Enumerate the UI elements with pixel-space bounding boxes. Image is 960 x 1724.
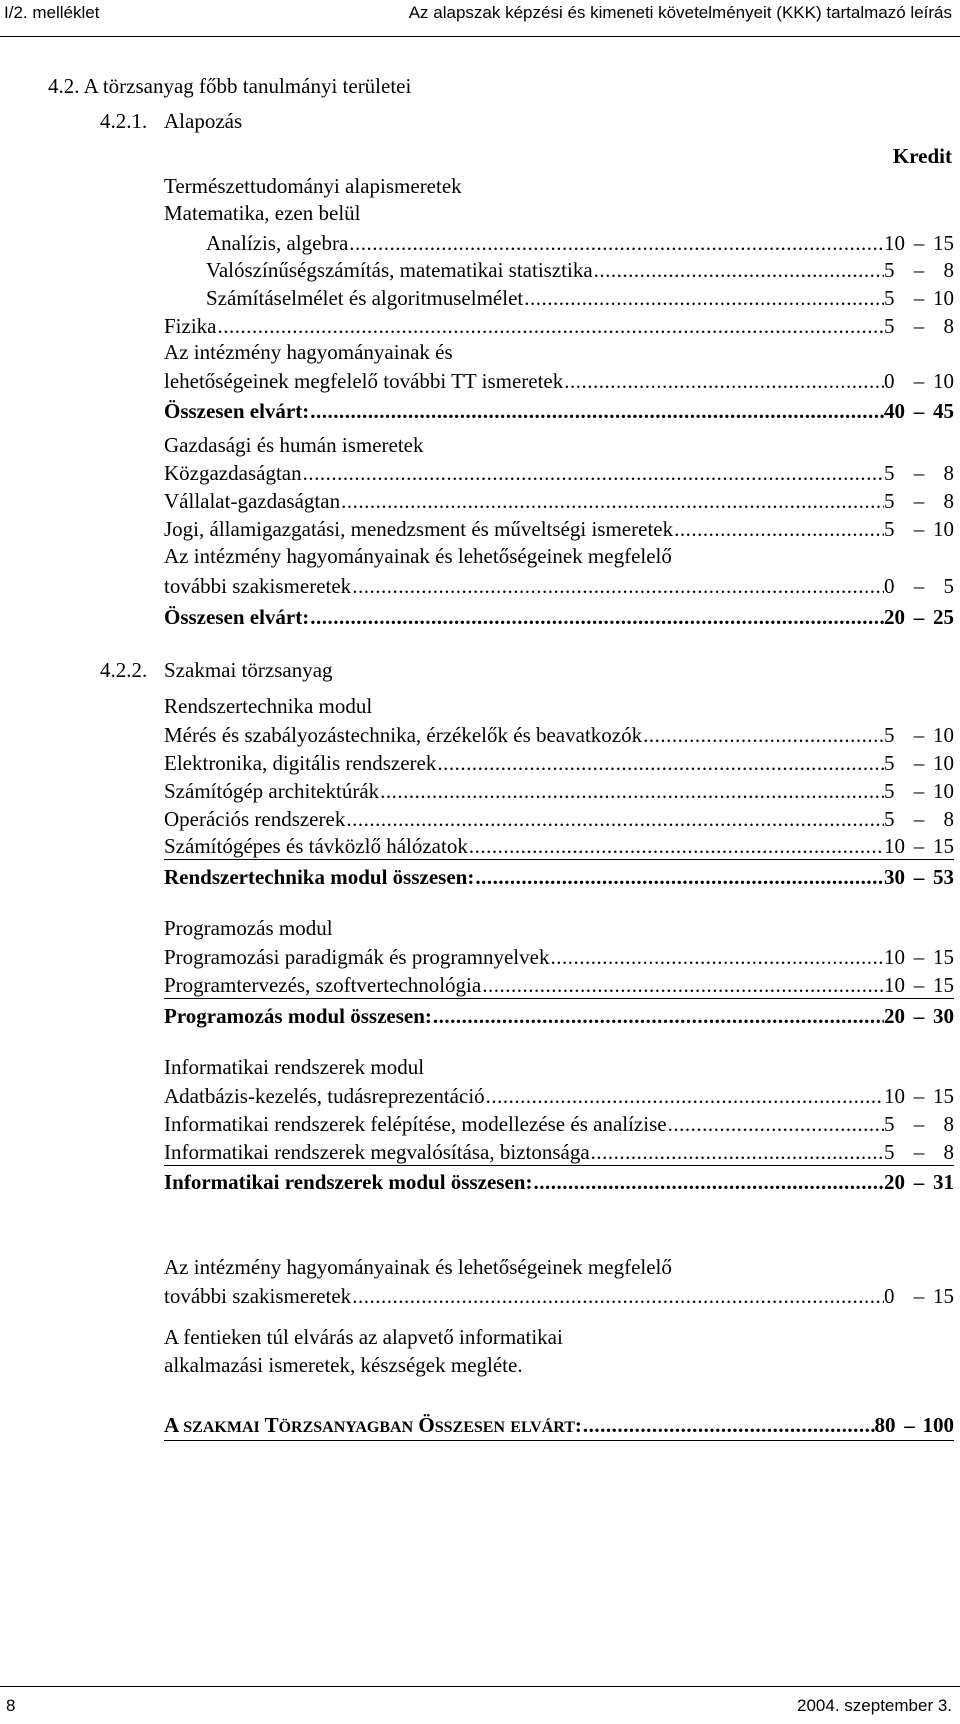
group-heading: Természettudományi alapismeretek — [164, 174, 462, 198]
credit-sum-row: Összesen elvárt: ..... 40 – 45 — [164, 398, 954, 424]
credit-sum-row: Informatikai rendszerek modul összesen: ..... 20 – 31 — [164, 1169, 954, 1195]
grand-total-row: A SZAKMAI TÖRZSANYAGBAN ÖSSZESEN ELVÁRT: ..... 80 – 100 — [164, 1412, 954, 1438]
page-header — [0, 0, 960, 37]
credit-row: Programtervezés, szoftvertechnológia ..... 10 – 15 — [164, 972, 954, 999]
credit-row: Operációs rendszerek ..... 5 – 8 — [164, 806, 954, 832]
row-label-line: Az intézmény hagyományainak és — [164, 340, 453, 364]
credit-row: Számítógépes és távközlő hálózatok ..... 10 – 15 — [164, 833, 954, 860]
subsection-number: 4.2.1. — [100, 109, 148, 133]
module-title: Informatikai rendszerek modul — [164, 1055, 425, 1079]
note-line: alkalmazási ismeretek, készségek megléte. — [164, 1353, 523, 1377]
grand-total-underline — [164, 1440, 954, 1441]
row-label-line: Az intézmény hagyományainak és lehetőségeinek megfelelő — [164, 544, 672, 568]
kredit-heading: Kredit — [892, 144, 952, 168]
page-footer — [0, 1686, 960, 1724]
page-number: 8 — [6, 1696, 16, 1715]
subsection-title: Alapozás — [164, 109, 243, 133]
note-line: A fentieken túl elvárás az alapvető informatikai — [164, 1325, 563, 1349]
credit-row: Vállalat-gazdaságtan ..... 5 – 8 — [164, 488, 954, 514]
section-title: 4.2. A törzsanyag főbb tanulmányi területei — [48, 74, 412, 98]
credit-row: lehetőségeinek megfelelő további TT ismeretek ..... 0 – 10 — [164, 368, 954, 394]
credit-sum-row: Programozás modul összesen: ..... 20 – 30 — [164, 1003, 954, 1029]
subsection-title: Szakmai törzsanyag — [164, 658, 333, 682]
credit-row: Számításelmélet és algoritmuselmélet ..... 5 – 10 — [206, 285, 954, 311]
credit-row: Programozási paradigmák és programnyelvek ..... 10 – 15 — [164, 944, 954, 970]
credit-sum-row: Összesen elvárt: ..... 20 – 25 — [164, 604, 954, 630]
credit-row: Jogi, államigazgatási, menedzsment és műveltségi ismeretek ..... 5 – 10 — [164, 516, 954, 542]
subsection-number: 4.2.2. — [100, 658, 148, 682]
credit-row: további szakismeretek ..... 0 – 15 — [164, 1283, 954, 1309]
credit-row: Mérés és szabályozástechnika, érzékelők és beavatkozók ..... 5 – 10 — [164, 722, 954, 748]
credit-row: Fizika ..... 5 – 8 — [164, 313, 954, 339]
header-right: Az alapszak képzési és kimeneti követelményeit (KKK) tartalmazó leírás — [408, 3, 952, 22]
credit-sum-row: Rendszertechnika modul összesen: ..... 30 – 53 — [164, 864, 954, 890]
credit-row: Informatikai rendszerek megvalósítása, biztonsága ..... 5 – 8 — [164, 1139, 954, 1166]
group-heading: Gazdasági és humán ismeretek — [164, 433, 424, 457]
credit-row: további szakismeretek ..... 0 – 5 — [164, 573, 954, 599]
row-label-line: Az intézmény hagyományainak és lehetőségeinek megfelelő — [164, 1255, 672, 1279]
credit-row: Analízis, algebra ..... 10 – 15 — [206, 230, 954, 256]
module-title: Programozás modul — [164, 916, 333, 940]
credit-row: Közgazdaságtan ..... 5 – 8 — [164, 460, 954, 486]
credit-row: Informatikai rendszerek felépítése, modellezése és analízise ..... 5 – 8 — [164, 1111, 954, 1137]
credit-row: Számítógép architektúrák ..... 5 – 10 — [164, 778, 954, 804]
credit-row: Valószínűségszámítás, matematikai statisztika ..... 5 – 8 — [206, 257, 954, 283]
group-subheading: Matematika, ezen belül — [164, 201, 361, 225]
module-title: Rendszertechnika modul — [164, 694, 373, 718]
footer-date: 2004. szeptember 3. — [797, 1696, 952, 1715]
credit-row: Elektronika, digitális rendszerek ..... 5 – 10 — [164, 750, 954, 776]
header-left: I/2. melléklet — [4, 3, 100, 22]
credit-row: Adatbázis-kezelés, tudásreprezentáció ..... 10 – 15 — [164, 1083, 954, 1109]
